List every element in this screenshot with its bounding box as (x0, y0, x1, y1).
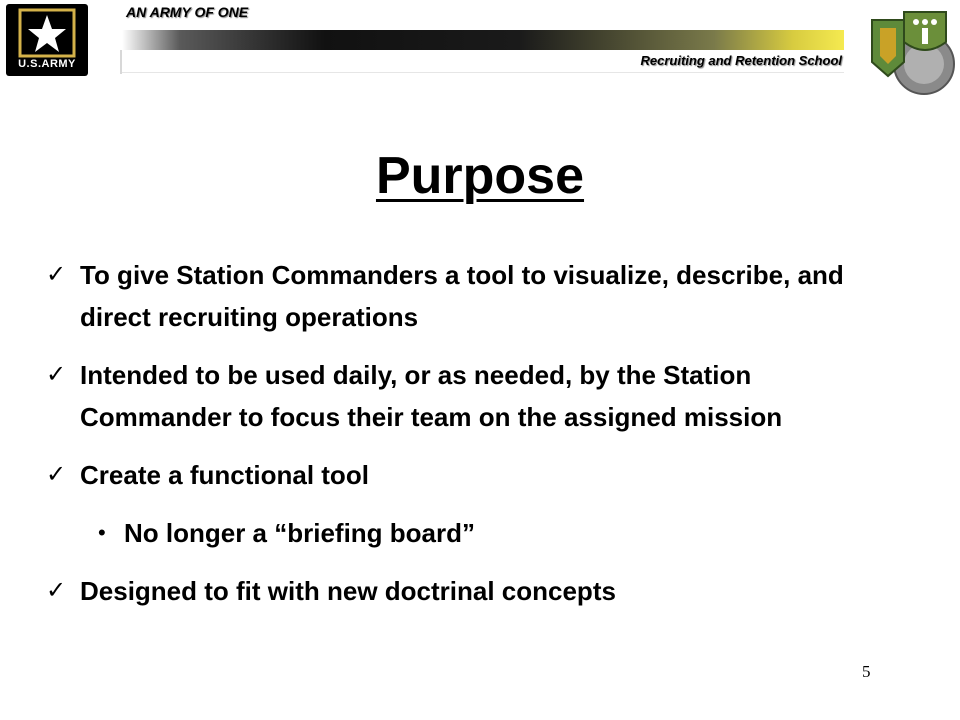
page-number: 5 (862, 662, 871, 681)
bullet-item (46, 454, 896, 496)
header-gradient-bar (122, 30, 844, 50)
checkmark-icon: ✓ (46, 577, 67, 604)
bullet-text: To give Station Commanders a tool to visualize, describe, and direct recruiting operations (80, 260, 844, 332)
sub-bullet-item (46, 512, 896, 554)
insignia-emblem-icon (866, 2, 958, 98)
bullet-text: No longer a “briefing board” (124, 518, 476, 548)
us-army-logo (6, 4, 88, 76)
header-divider (120, 50, 122, 74)
header-divider-bottom (122, 72, 844, 73)
bullet-item (46, 254, 896, 338)
army-star-icon (14, 8, 80, 58)
slide-title: Purpose (375, 147, 585, 205)
checkmark-icon: ✓ (46, 261, 67, 288)
bullet-item (46, 354, 896, 438)
bullet-text: Intended to be used daily, or as needed, by the Station Commander to focus their team on the assigned mission (80, 360, 783, 432)
bullet-text: Designed to fit with new doctrinal concepts (80, 576, 616, 606)
bullet-list (46, 254, 896, 628)
header-tagline: AN ARMY OF ONE (126, 4, 249, 20)
checkmark-icon: ✓ (46, 361, 67, 388)
dot-bullet-icon: • (98, 520, 106, 545)
bullet-item (46, 570, 896, 612)
school-name: Recruiting and Retention School (640, 53, 842, 68)
logo-text: U.S.ARMY (18, 58, 76, 70)
checkmark-icon: ✓ (46, 461, 67, 488)
bullet-text: Create a functional tool (80, 460, 369, 490)
